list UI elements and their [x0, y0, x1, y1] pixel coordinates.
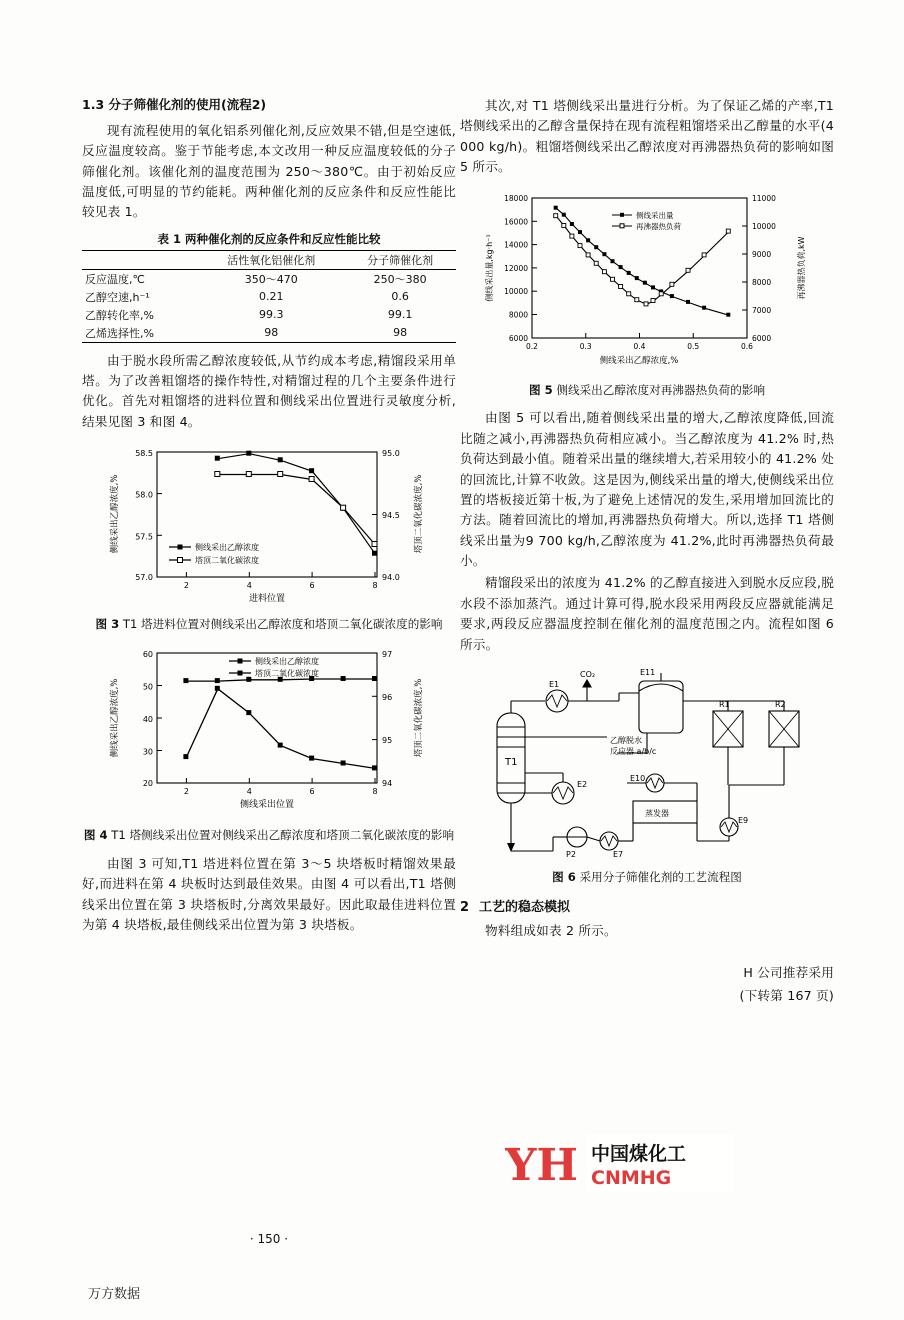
- table-cell: 98: [344, 324, 456, 343]
- svg-text:94.0: 94.0: [382, 573, 400, 583]
- paragraph: 精馏段采出的浓度为 41.2% 的乙醇直接进入到脱水反应段,脱水段不添加蒸汽。通过计算可得,脱水段采用两段反应器就能满足要求,两段反应器温度控制在催化剂的温度范围之内。流程如图 6 所示。: [460, 575, 834, 652]
- watermark-line2: CNMHG: [591, 1167, 672, 1189]
- svg-text:6000: 6000: [508, 333, 528, 343]
- left-column: [82, 96, 456, 937]
- paragraph-tail: H 公司推荐采用: [743, 965, 834, 981]
- svg-text:8000: 8000: [752, 277, 772, 287]
- svg-text:侧线采出乙醇浓度,%: 侧线采出乙醇浓度,%: [110, 474, 120, 554]
- svg-text:6: 6: [309, 581, 315, 591]
- figure-3-caption-text: T1 塔进料位置对侧线采出乙醇浓度和塔顶二氧化碳浓度的影响: [122, 617, 443, 632]
- svg-text:E10: E10: [630, 774, 646, 784]
- figure-3-caption: [82, 616, 456, 633]
- table-row: [82, 306, 456, 324]
- table-row: [82, 288, 456, 306]
- svg-text:8: 8: [372, 787, 378, 797]
- svg-text:57.5: 57.5: [135, 532, 153, 542]
- svg-text:塔顶二氧化碳浓度: 塔顶二氧化碳浓度: [255, 669, 319, 679]
- svg-text:侧线采出乙醇浓度,%: 侧线采出乙醇浓度,%: [110, 678, 120, 758]
- figure-6-caption: [460, 869, 834, 886]
- table-row: [82, 324, 456, 343]
- svg-text:E1: E1: [549, 680, 560, 690]
- svg-text:再沸器热负荷,kW: 再沸器热负荷,kW: [797, 236, 806, 300]
- figure-6-label: 图 6: [552, 870, 576, 885]
- svg-text:4: 4: [246, 581, 252, 591]
- svg-text:反应器 a/b/c: 反应器 a/b/c: [610, 747, 657, 757]
- svg-text:R1: R1: [719, 700, 730, 710]
- svg-text:侧线采出位置: 侧线采出位置: [239, 800, 295, 811]
- figure-5-caption-text: 侧线采出乙醇浓度对再沸器热负荷的影响: [556, 382, 766, 397]
- svg-text:14000: 14000: [504, 240, 528, 250]
- watermark: [505, 1128, 735, 1200]
- svg-text:进料位置: 进料位置: [248, 594, 286, 605]
- page-number: · 150 ·: [249, 1232, 289, 1246]
- table-header-row: [82, 250, 456, 269]
- svg-text:8000: 8000: [508, 310, 528, 320]
- table-cell: 99.1: [387, 308, 413, 322]
- svg-text:11000: 11000: [752, 193, 776, 203]
- svg-text:6: 6: [309, 787, 315, 797]
- paragraph: 由图 5 可以看出,随着侧线采出量的增大,乙醇浓度降低,回流比随之减小,再沸器热负荷相应减小。当乙醇浓度为 41.2% 时,热负荷达到最小值。随着采出量的继续增大,若采用较小的 41.2% 处的回流比,计算不收敛。这是因为,侧线采出量的增大,使侧线采出位置的塔板接近第十板,为了避免上述情况的发生,采用增加回流比的方法。随着回流比的增加,再沸器热负荷增大。所以,选择 T1 塔侧线采出量为9 700 kg/h,乙醇浓度为 41.2%,此时再沸器热负荷最小。: [460, 410, 834, 569]
- svg-text:0.6: 0.6: [741, 341, 753, 351]
- svg-text:30: 30: [142, 747, 153, 757]
- svg-text:12000: 12000: [504, 263, 528, 273]
- table-cell: 0.21: [259, 290, 284, 304]
- figure-6: [460, 665, 834, 886]
- svg-text:94: 94: [382, 779, 393, 789]
- svg-text:E7: E7: [613, 850, 624, 860]
- table-cell: 250～380: [373, 272, 427, 286]
- svg-text:58.0: 58.0: [135, 490, 153, 500]
- svg-text:侧线采出乙醇浓度: 侧线采出乙醇浓度: [195, 543, 259, 553]
- table-cell: 0.6: [391, 290, 409, 304]
- figure-5-chart: [472, 188, 822, 378]
- svg-text:95: 95: [382, 736, 393, 746]
- svg-text:10000: 10000: [504, 286, 528, 296]
- svg-text:0.5: 0.5: [687, 341, 700, 351]
- watermark-logo: YH: [505, 1140, 578, 1191]
- table-cell: 反应温度,℃: [85, 272, 145, 286]
- table-cell: 99.3: [259, 308, 284, 322]
- svg-text:2: 2: [183, 787, 189, 797]
- table-cell: 98: [198, 324, 344, 343]
- table-caption: 表 1 两种催化剂的反应条件和反应性能比较: [157, 231, 381, 246]
- svg-text:6000: 6000: [752, 333, 772, 343]
- paragraph: 现有流程使用的氧化铝系列催化剂,反应效果不错,但是空速低,反应温度较高。鉴于节能考虑,本文改用一种反应温度较低的分子筛催化剂。该催化剂的温度范围为 250～380℃。由于初始反应温度低,可明显的节约能耗。两种催化剂的反应条件和反应性能比较见表 1。: [82, 122, 456, 220]
- svg-text:E2: E2: [577, 780, 588, 790]
- figure-3-chart: [99, 442, 439, 612]
- table-cell: 乙醇空速,h⁻¹: [85, 290, 150, 304]
- figure-4-caption-text: T1 塔侧线采出位置对侧线采出乙醇浓度和塔顶二氧化碳浓度的影响: [111, 828, 455, 843]
- svg-text:95.0: 95.0: [382, 449, 400, 459]
- section-heading-2: [460, 896, 834, 915]
- watermark-line1: 中国煤化工: [591, 1143, 687, 1165]
- svg-text:侧线采出乙醇浓度,%: 侧线采出乙醇浓度,%: [599, 355, 679, 366]
- svg-text:8: 8: [372, 581, 378, 591]
- section-2-title: 工艺的稳态模拟: [479, 899, 571, 915]
- svg-text:40: 40: [142, 715, 153, 725]
- figure-4-caption: [82, 827, 456, 844]
- svg-text:0.4: 0.4: [633, 341, 646, 351]
- svg-text:9000: 9000: [752, 249, 772, 259]
- table-cell: 乙烯选择性,%: [82, 324, 198, 343]
- svg-text:塔顶二氧化碳浓度: 塔顶二氧化碳浓度: [195, 556, 259, 566]
- table-header-cell: 活性氧化铝催化剂: [198, 250, 344, 269]
- svg-text:侧线采出量: 侧线采出量: [636, 210, 674, 220]
- svg-text:18000: 18000: [504, 193, 528, 203]
- section-2-number: 2: [460, 899, 470, 915]
- table-cell: 350～470: [244, 272, 298, 286]
- right-column: [460, 96, 834, 1008]
- svg-text:97: 97: [382, 650, 393, 660]
- table-header-cell: 分子筛催化剂: [344, 250, 456, 269]
- footer-database: 万方数据: [88, 1287, 141, 1302]
- svg-text:塔顶二氧化碳浓度,%: 塔顶二氧化碳浓度,%: [414, 474, 424, 554]
- svg-text:0.2: 0.2: [526, 341, 538, 351]
- svg-text:7000: 7000: [752, 305, 772, 315]
- svg-text:再沸器热负荷: 再沸器热负荷: [636, 221, 681, 231]
- table-cell: 乙醇转化率,%: [85, 308, 154, 322]
- svg-text:58.5: 58.5: [135, 449, 153, 459]
- table-row: [82, 269, 456, 288]
- svg-text:50: 50: [142, 682, 153, 692]
- svg-text:57.0: 57.0: [135, 573, 153, 583]
- svg-text:侧线采出量,kg·h⁻¹: 侧线采出量,kg·h⁻¹: [485, 233, 494, 302]
- svg-text:E9: E9: [738, 816, 749, 826]
- figure-4-chart: [99, 643, 439, 823]
- figure-5: [460, 188, 834, 399]
- svg-text:侧线采出乙醇浓度: 侧线采出乙醇浓度: [255, 657, 319, 667]
- figure-5-caption: [460, 382, 834, 399]
- svg-text:60: 60: [142, 650, 153, 660]
- svg-text:2: 2: [183, 581, 189, 591]
- figure-4: [82, 643, 456, 844]
- svg-text:蒸发器: 蒸发器: [645, 809, 669, 819]
- svg-text:乙醇脱水: 乙醇脱水: [610, 736, 642, 746]
- svg-text:16000: 16000: [504, 216, 528, 226]
- figure-6-caption-text: 采用分子筛催化剂的工艺流程图: [579, 870, 742, 885]
- svg-text:T1: T1: [505, 757, 518, 769]
- figure-3: [82, 442, 456, 633]
- paragraph: 由图 3 可知,T1 塔进料位置在第 3～5 块塔板时精馏效果最好,而进料在第 4 块板时达到最佳效果。由图 4 可以看出,T1 塔侧线采出位置在第 3 块塔板时,分离效果最好。因此取最佳进料位置为第 4 块塔板,最佳侧线采出位置为第 3 块塔板。: [82, 855, 456, 933]
- svg-text:E11: E11: [640, 668, 656, 678]
- svg-text:94.5: 94.5: [382, 511, 400, 521]
- continued-note: (下转第 167 页): [739, 987, 834, 1003]
- figure-3-label: 图 3: [95, 617, 120, 632]
- paragraph: 其次,对 T1 塔侧线采出量进行分析。为了保证乙烯的产率,T1 塔侧线采出的乙醇含量保持在现有流程粗馏塔采出乙醇量的水平(4 000 kg/h)。粗馏塔侧线采出乙醇浓度对再沸器热负荷的影响如图 5 所示。: [460, 98, 834, 175]
- svg-text:4: 4: [246, 787, 252, 797]
- table-header-cell: [82, 250, 198, 269]
- figure-6-diagram: [467, 665, 827, 865]
- paragraph: 由于脱水段所需乙醇浓度较低,从节约成本考虑,精馏段采用单塔。为了改善粗馏塔的操作特性,对精馏过程的几个主要条件进行优化。首先对粗馏塔的进料位置和侧线采出位置进行灵敏度分析,结果见图 3 和图 4。: [82, 352, 456, 429]
- section-heading-1-3: 1.3 分子筛催化剂的使用(流程2): [82, 97, 267, 112]
- svg-text:0.3: 0.3: [579, 341, 592, 351]
- figure-5-label: 图 5: [528, 382, 553, 397]
- table-catalyst-comparison: [82, 250, 456, 343]
- svg-text:塔顶二氧化碳浓度,%: 塔顶二氧化碳浓度,%: [414, 678, 424, 758]
- svg-text:96: 96: [382, 693, 393, 703]
- svg-text:20: 20: [142, 779, 153, 789]
- svg-text:10000: 10000: [752, 221, 776, 231]
- figure-4-label: 图 4: [83, 828, 108, 843]
- paragraph: 物料组成如表 2 所示。: [485, 922, 617, 938]
- svg-text:P2: P2: [566, 850, 576, 860]
- svg-text:CO₂: CO₂: [580, 670, 596, 680]
- svg-text:R2: R2: [775, 700, 786, 710]
